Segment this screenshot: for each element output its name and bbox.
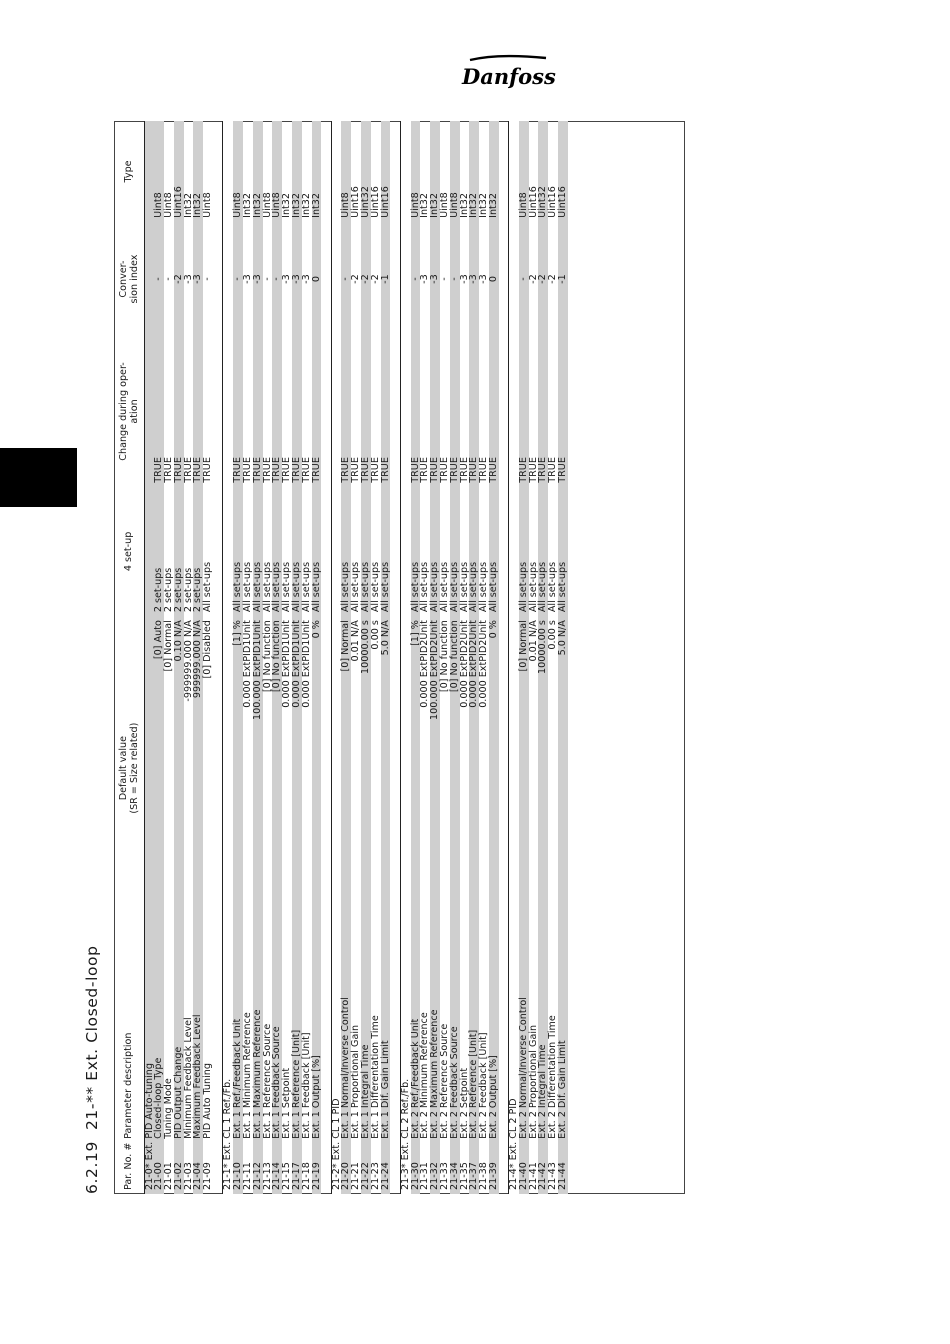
conversion-index-cell: -3 [253, 222, 263, 336]
type-cell: Int32 [182, 192, 194, 218]
header-description: Parameter description [123, 1032, 135, 1139]
type-cell: Uint8 [261, 192, 273, 218]
par-no-cell: 21-11 [241, 1162, 253, 1190]
setup-cell: All set-ups [381, 487, 391, 616]
header-type: Type [123, 160, 135, 183]
conversion-index-cell: -1 [381, 222, 391, 336]
default-value-cell: [1] % [411, 616, 421, 920]
default-value-cell: [0] Normal [163, 620, 175, 672]
conversion-index-cell: -3 [300, 274, 312, 284]
setup-cell: All set-ups [478, 561, 490, 613]
table-row [381, 121, 391, 1194]
type-cell: Uint16 [381, 121, 391, 222]
description-cell: Ext. 2 Maximum Reference [430, 920, 440, 1143]
default-value-cell: [0] Normal [341, 616, 351, 920]
header-conversion-line1: Conver- [117, 260, 129, 298]
description-cell: Ext. 2 Ref./Feedback Unit [411, 920, 421, 1143]
default-value-cell: 0.10 N/A [174, 616, 184, 920]
change-during-operation-cell: TRUE [202, 457, 214, 483]
type-cell: Int32 [300, 192, 312, 218]
default-value-cell: [0] No function [272, 616, 282, 920]
header-change-during-operation [114, 336, 144, 486]
conversion-index-cell: - [411, 222, 421, 336]
conversion-index-cell: -3 [281, 274, 293, 284]
conversion-index-cell: -2 [174, 222, 184, 336]
group-spacer [390, 121, 400, 1194]
group-spacer [499, 121, 509, 1194]
group-title: 21-4* Ext. CL 2 PID [508, 121, 518, 1194]
danfoss-logo [456, 52, 556, 96]
conversion-index-cell: -1 [558, 222, 568, 336]
par-no-cell: 21-43 [547, 1162, 559, 1190]
description-cell: Ext. 1 Setpoint [281, 1067, 293, 1139]
default-value-cell: [1] % [233, 616, 243, 920]
conversion-index-cell: - [450, 222, 460, 336]
setup-cell: All set-ups [547, 561, 559, 613]
description-cell: Ext. 1 Differentation Time [369, 1015, 381, 1139]
change-during-operation-cell: TRUE [253, 336, 263, 486]
description-cell: Ext. 2 Proportional Gain [527, 1024, 539, 1139]
type-cell: Int32 [489, 121, 499, 222]
conversion-index-cell: -2 [350, 274, 362, 284]
conversion-index-cell: -3 [430, 222, 440, 336]
type-cell: Uint8 [450, 121, 460, 222]
conversion-index-cell: -3 [478, 274, 490, 284]
description-cell: Ext. 1 Integral Time [361, 920, 371, 1143]
description-cell: Ext. 1 Reference Source [261, 1023, 273, 1139]
type-cell: Uint8 [272, 121, 282, 222]
default-value-cell: 0.000 ExtPID2Unit [419, 620, 431, 708]
description-cell: Ext. 1 Output [%] [312, 920, 322, 1143]
group-title: 21-3* Ext. CL 2 Ref./Fb. [400, 121, 410, 1194]
description-cell: Ext. 1 Proportional Gain [350, 1024, 362, 1139]
conversion-index-cell: -3 [241, 274, 253, 284]
default-value-cell: 100.000 ExtPID2Unit [430, 616, 440, 920]
description-cell: Ext. 2 Minimum Reference [419, 1012, 431, 1139]
section-heading: 21-** Ext. Closed-loop [83, 945, 101, 1131]
change-during-operation-cell: TRUE [241, 457, 253, 483]
setup-cell: All set-ups [411, 487, 421, 616]
par-no-cell: 21-00 [154, 1143, 164, 1194]
description-cell: Ext. 2 Reference [Unit] [469, 920, 479, 1143]
header-setup: 4 set-up [123, 531, 135, 572]
conversion-index-cell: -3 [193, 222, 203, 336]
conversion-index-cell: -2 [361, 222, 371, 336]
change-during-operation-cell: TRUE [292, 336, 302, 486]
type-cell: Int32 [458, 192, 470, 218]
par-no-cell: 21-33 [438, 1162, 450, 1190]
brand-wordmark: Danfoss [462, 64, 556, 89]
conversion-index-cell: - [154, 222, 164, 336]
rotated-table-area [83, 121, 685, 1194]
setup-cell: All set-ups [350, 561, 362, 613]
type-cell: Int32 [419, 192, 431, 218]
chapter-tab [0, 448, 77, 507]
setup-cell: 2 set-ups [163, 567, 175, 613]
setup-cell: All set-ups [538, 487, 548, 616]
change-during-operation-cell: TRUE [193, 336, 203, 486]
par-no-cell: 21-04 [193, 1143, 203, 1194]
type-cell: Int32 [312, 121, 322, 222]
description-cell: Ext. 2 Feedback Source [450, 920, 460, 1143]
change-during-operation-cell: TRUE [361, 336, 371, 486]
description-cell: Ext. 2 Output [%] [489, 920, 499, 1143]
default-value-cell: 5.0 N/A [381, 616, 391, 920]
setup-cell: All set-ups [312, 487, 322, 616]
description-cell: Ext. 2 Dif. Gain Limit [558, 920, 568, 1143]
par-no-cell: 21-12 [253, 1143, 263, 1194]
type-cell: Uint16 [350, 186, 362, 218]
description-cell: Ext. 1 Reference [Unit] [292, 920, 302, 1143]
par-no-cell: 21-31 [419, 1162, 431, 1190]
setup-cell: 2 set-ups [174, 487, 184, 616]
default-value-cell: [0] No function [438, 620, 450, 693]
group-title: 21-0* Ext. PID Auto-tuning [144, 121, 154, 1194]
section-title [80, 794, 104, 1194]
change-during-operation-cell: TRUE [381, 336, 391, 486]
conversion-index-cell: -3 [469, 222, 479, 336]
setup-cell: All set-ups [202, 561, 214, 613]
change-during-operation-cell: TRUE [419, 457, 431, 483]
par-no-cell: 21-30 [411, 1143, 421, 1194]
change-during-operation-cell: TRUE [341, 336, 351, 486]
header-change-line2: ation [128, 399, 140, 424]
description-cell: Ext. 1 Minimum Reference [241, 1012, 253, 1139]
par-no-cell: 21-17 [292, 1143, 302, 1194]
type-cell: Uint16 [558, 121, 568, 222]
type-cell: Uint32 [361, 121, 371, 222]
change-during-operation-cell: TRUE [174, 336, 184, 486]
type-cell: Int32 [292, 121, 302, 222]
par-no-cell: 21-01 [163, 1162, 175, 1190]
par-no-cell: 21-24 [381, 1143, 391, 1194]
type-cell: Uint16 [174, 121, 184, 222]
description-cell: Ext. 2 Setpoint [458, 1067, 470, 1139]
par-no-cell: 21-42 [538, 1143, 548, 1194]
par-no-cell: 21-34 [450, 1143, 460, 1194]
par-no-cell: 21-37 [469, 1143, 479, 1194]
section-number: 6.2.19 [83, 1141, 101, 1194]
conversion-index-cell: 0 [489, 222, 499, 336]
conversion-index-cell: -2 [527, 274, 539, 284]
spacer-cell [213, 121, 223, 1194]
setup-cell: All set-ups [458, 561, 470, 613]
setup-cell: All set-ups [450, 487, 460, 616]
type-cell: Uint8 [202, 192, 214, 218]
conversion-index-cell: -3 [419, 274, 431, 284]
description-cell: Ext. 2 Differentation Time [547, 1015, 559, 1139]
header-conversion-index [114, 222, 144, 336]
spacer-cell [499, 121, 509, 1194]
default-value-cell: [0] Auto [154, 616, 164, 920]
par-no-cell: 21-14 [272, 1143, 282, 1194]
change-during-operation-cell: TRUE [527, 457, 539, 483]
par-no-cell: 21-13 [261, 1162, 273, 1190]
spacer-cell [321, 121, 331, 1194]
par-no-cell: 21-03 [182, 1162, 194, 1190]
conversion-index-cell: - [272, 222, 282, 336]
setup-cell: All set-ups [241, 561, 253, 613]
change-during-operation-cell: TRUE [300, 457, 312, 483]
default-value-cell: 0.000 ExtPID2Unit [478, 620, 490, 708]
type-cell: Uint8 [411, 121, 421, 222]
description-cell: Closed-loop Type [154, 920, 164, 1143]
setup-cell: All set-ups [300, 561, 312, 613]
description-cell: Ext. 2 Reference Source [438, 1023, 450, 1139]
conversion-index-cell: -3 [458, 274, 470, 284]
default-value-cell: [0] No function [450, 616, 460, 920]
change-during-operation-cell: TRUE [233, 336, 243, 486]
description-cell: Tuning Mode [163, 1078, 175, 1139]
table-row [312, 121, 322, 1194]
change-during-operation-cell: TRUE [369, 457, 381, 483]
change-during-operation-cell: TRUE [411, 336, 421, 486]
default-value-cell: 10000.00 s [538, 616, 548, 920]
par-no-cell: 21-35 [458, 1162, 470, 1190]
group-spacer [213, 121, 223, 1194]
type-cell: Uint8 [341, 121, 351, 222]
default-value-cell: 0.01 N/A [527, 620, 539, 662]
change-during-operation-cell: TRUE [154, 336, 164, 486]
type-cell: Int32 [193, 121, 203, 222]
type-cell: Uint16 [547, 186, 559, 218]
conversion-index-cell: - [261, 277, 273, 281]
type-cell: Uint16 [527, 186, 539, 218]
default-value-cell: 0.000 ExtPID1Unit [241, 620, 253, 708]
description-cell: Minimum Feedback Level [182, 1017, 194, 1139]
change-during-operation-cell: TRUE [458, 457, 470, 483]
default-value-cell: 0.000 ExtPID1Unit [300, 620, 312, 708]
description-cell: Ext. 1 Feedback Source [272, 920, 282, 1143]
type-cell: Int32 [253, 121, 263, 222]
parameter-table [114, 121, 568, 1194]
conversion-index-cell: 0 [312, 222, 322, 336]
par-no-cell: 21-40 [519, 1143, 529, 1194]
description-cell: Ext. 1 Feedback [Unit] [300, 1032, 312, 1139]
default-value-cell: 0.000 ExtPID1Unit [281, 620, 293, 708]
change-during-operation-cell: TRUE [558, 336, 568, 486]
change-during-operation-cell: TRUE [182, 457, 194, 483]
setup-cell: All set-ups [558, 487, 568, 616]
change-during-operation-cell: TRUE [272, 336, 282, 486]
conversion-index-cell: - [202, 277, 214, 281]
default-value-cell: 5.0 N/A [558, 616, 568, 920]
default-value-cell: 10000.00 s [361, 616, 371, 920]
default-value-cell: 0.000 ExtPID2Unit [469, 616, 479, 920]
type-cell: Uint32 [538, 121, 548, 222]
setup-cell: All set-ups [489, 487, 499, 616]
change-during-operation-cell: TRUE [478, 457, 490, 483]
setup-cell: All set-ups [438, 561, 450, 613]
type-cell: Int32 [430, 121, 440, 222]
header-conversion-line2: sion index [128, 254, 140, 304]
type-cell: Uint8 [154, 121, 164, 222]
conversion-index-cell: - [519, 222, 529, 336]
setup-cell: All set-ups [281, 561, 293, 613]
par-no-cell: 21-21 [350, 1162, 362, 1190]
type-cell: Uint16 [369, 186, 381, 218]
conversion-index-cell: -3 [292, 222, 302, 336]
group-title: 21-2* Ext. CL 1 PID [331, 121, 341, 1194]
conversion-index-cell: - [341, 222, 351, 336]
change-during-operation-cell: TRUE [281, 457, 293, 483]
type-cell: Int32 [469, 121, 479, 222]
change-during-operation-cell: TRUE [538, 336, 548, 486]
change-during-operation-cell: TRUE [450, 336, 460, 486]
setup-cell: All set-ups [469, 487, 479, 616]
default-value-cell: 0.00 s [547, 620, 559, 650]
description-cell: Ext. 2 Normal/Inverse Control [519, 920, 529, 1143]
par-no-cell: 21-02 [174, 1143, 184, 1194]
setup-cell: All set-ups [519, 487, 529, 616]
default-value-cell: 0.000 ExtPID2Unit [458, 620, 470, 708]
group-header-row [400, 121, 410, 1194]
default-value-cell: 0.01 N/A [350, 620, 362, 662]
conversion-index-cell: -2 [547, 274, 559, 284]
header-change-line1: Change during oper- [117, 362, 129, 461]
header-par-no: Par. No. # [123, 1142, 135, 1190]
setup-cell: All set-ups [527, 561, 539, 613]
type-cell: Uint8 [163, 192, 175, 218]
setup-cell: 2 set-ups [193, 487, 203, 616]
change-during-operation-cell: TRUE [261, 457, 273, 483]
table-row [558, 121, 568, 1194]
par-no-cell: 21-22 [361, 1143, 371, 1194]
default-value-cell: 0.000 ExtPID1Unit [292, 616, 302, 920]
setup-cell: All set-ups [419, 561, 431, 613]
group-title: 21-1* Ext. CL 1 Ref./Fb. [223, 121, 233, 1194]
par-no-cell: 21-44 [558, 1143, 568, 1194]
change-during-operation-cell: TRUE [350, 457, 362, 483]
description-cell: PID Auto Tuning [202, 1063, 214, 1139]
setup-cell: All set-ups [261, 561, 273, 613]
table-row [489, 121, 499, 1194]
header-default-line1: Default value [117, 735, 129, 801]
setup-cell: All set-ups [253, 487, 263, 616]
type-cell: Uint8 [438, 192, 450, 218]
setup-cell: All set-ups [369, 561, 381, 613]
conversion-index-cell: - [438, 277, 450, 281]
conversion-index-cell: - [163, 277, 175, 281]
par-no-cell: 21-15 [281, 1162, 293, 1190]
description-cell: Ext. 1 Normal/Inverse Control [341, 920, 351, 1143]
description-cell: Maximum Feedback Level [193, 920, 203, 1143]
change-during-operation-cell: TRUE [430, 336, 440, 486]
par-no-cell: 21-32 [430, 1143, 440, 1194]
default-value-cell: 0.00 s [369, 620, 381, 650]
setup-cell: 2 set-ups [182, 567, 194, 613]
change-during-operation-cell: TRUE [519, 336, 529, 486]
spacer-cell [390, 121, 400, 1194]
type-cell: Int32 [241, 192, 253, 218]
header-default-line2: (SR = Size related) [128, 722, 140, 814]
conversion-index-cell: -2 [538, 222, 548, 336]
default-value-cell: 999999.000 N/A [193, 616, 203, 920]
change-during-operation-cell: TRUE [438, 457, 450, 483]
header-default-value [114, 616, 144, 920]
change-during-operation-cell: TRUE [312, 336, 322, 486]
default-value-cell: [0] No function [261, 620, 273, 693]
setup-cell: All set-ups [272, 487, 282, 616]
default-value-cell: [0] Normal [519, 616, 529, 920]
change-during-operation-cell: TRUE [163, 457, 175, 483]
par-no-cell: 21-38 [478, 1162, 490, 1190]
description-cell: Ext. 2 Integral Time [538, 920, 548, 1143]
description-cell: PID Output Change [174, 920, 184, 1143]
default-value-cell: 100.000 ExtPID1Unit [253, 616, 263, 920]
table-header-row [114, 121, 144, 1194]
type-cell: Int32 [478, 192, 490, 218]
table-row [203, 121, 213, 1194]
conversion-index-cell: -2 [369, 274, 381, 284]
type-cell: Int32 [281, 192, 293, 218]
setup-cell: All set-ups [292, 487, 302, 616]
group-spacer [321, 121, 331, 1194]
change-during-operation-cell: TRUE [547, 457, 559, 483]
par-no-cell: 21-20 [341, 1143, 351, 1194]
setup-cell: All set-ups [430, 487, 440, 616]
conversion-index-cell: - [233, 222, 243, 336]
default-value-cell: -999999.000 N/A [182, 620, 194, 702]
table-body [144, 121, 568, 1194]
description-cell: Ext. 1 Ref./Feedback Unit [233, 920, 243, 1143]
setup-cell: 2 set-ups [154, 487, 164, 616]
description-cell: Ext. 2 Feedback [Unit] [478, 1032, 490, 1139]
setup-cell: All set-ups [341, 487, 351, 616]
par-no-cell: 21-19 [312, 1143, 322, 1194]
setup-cell: All set-ups [233, 487, 243, 616]
description-cell: Ext. 1 Dif. Gain Limit [381, 920, 391, 1143]
change-during-operation-cell: TRUE [489, 336, 499, 486]
default-value-cell: 0 % [489, 616, 499, 920]
default-value-cell: 0 % [312, 616, 322, 920]
par-no-cell: 21-09 [202, 1162, 214, 1190]
par-no-cell: 21-10 [233, 1143, 243, 1194]
default-value-cell: [0] Disabled [202, 620, 214, 679]
change-during-operation-cell: TRUE [469, 336, 479, 486]
par-no-cell: 21-39 [489, 1143, 499, 1194]
conversion-index-cell: -3 [182, 274, 194, 284]
type-cell: Uint8 [233, 121, 243, 222]
setup-cell: All set-ups [361, 487, 371, 616]
par-no-cell: 21-18 [300, 1162, 312, 1190]
par-no-cell: 21-23 [369, 1162, 381, 1190]
description-cell: Ext. 1 Maximum Reference [253, 920, 263, 1143]
par-no-cell: 21-41 [527, 1162, 539, 1190]
type-cell: Uint8 [519, 121, 529, 222]
